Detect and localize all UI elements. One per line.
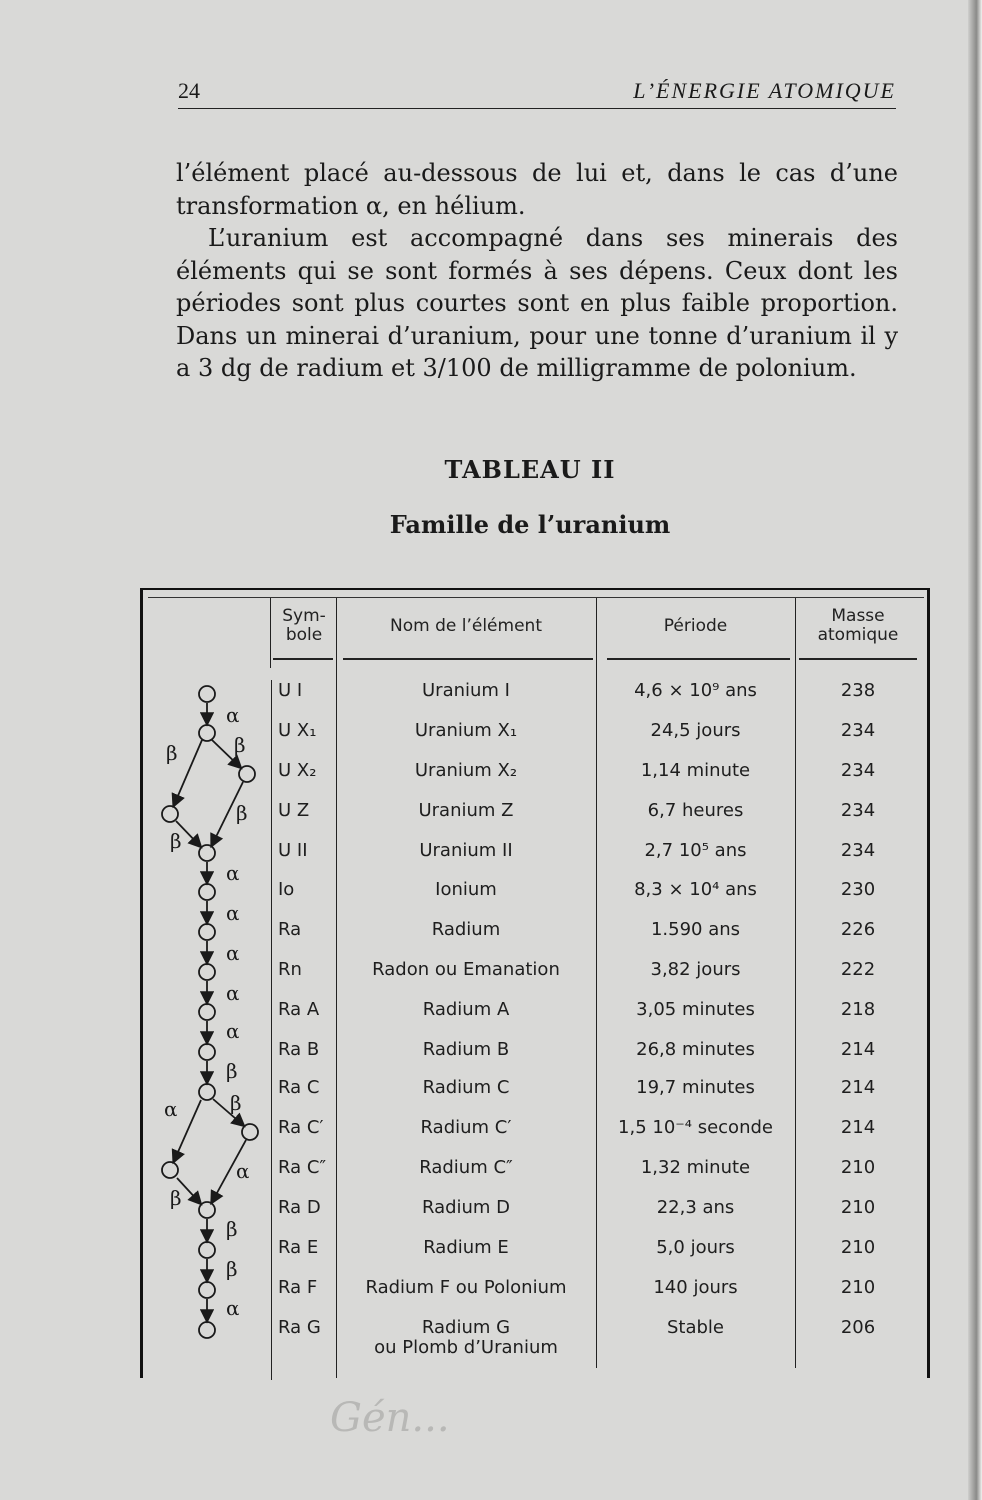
page-edge (968, 0, 982, 1500)
row-mass: 210 (840, 1277, 876, 1298)
row-period: 8,3 × 10⁴ ans (634, 879, 757, 900)
page-header (178, 78, 896, 109)
row-symbol: Rn (278, 959, 302, 980)
row-mass: 226 (840, 919, 876, 940)
row-mass: 234 (840, 840, 876, 861)
row-name: Ionium (435, 879, 497, 900)
body-text (176, 157, 898, 385)
header-symbol-line2: bole (285, 625, 323, 645)
row-period: 24,5 jours (650, 720, 741, 741)
row-symbol: Ra C (278, 1077, 320, 1098)
row-mass: 210 (840, 1237, 876, 1258)
col-rule-symbol-header (270, 598, 271, 668)
table-title: TABLEAU II (444, 455, 616, 484)
label-beta: β (226, 1257, 238, 1281)
row-period: 3,05 minutes (636, 999, 755, 1020)
row-period: 3,82 jours (650, 959, 741, 980)
label-beta: β (166, 741, 178, 765)
label-alpha: α (226, 981, 240, 1005)
row-name: Uranium X₁ (414, 720, 518, 741)
faint-signature: Gén... (330, 1395, 450, 1441)
label-alpha: α (226, 1296, 240, 1320)
node-uz (162, 806, 178, 822)
page-number: 24 (178, 78, 200, 103)
row-mass: 206 (840, 1317, 876, 1338)
row-period: Stable (666, 1317, 724, 1338)
decay-chain-diagram (150, 670, 270, 1344)
row-name: Uranium X₂ (414, 760, 518, 781)
row-mass: 214 (840, 1117, 876, 1138)
row-period: 19,7 minutes (636, 1077, 755, 1098)
node-rac2 (162, 1162, 178, 1178)
row-mass: 214 (840, 1039, 876, 1060)
label-beta: β (226, 1217, 238, 1241)
label-alpha: α (226, 901, 240, 925)
col-rule-name (336, 598, 337, 1378)
row-mass: 210 (840, 1157, 876, 1178)
header-rule-symbol (273, 658, 333, 660)
row-symbol: U Z (278, 800, 310, 821)
header-rule-mass (799, 658, 917, 660)
label-beta: β (230, 1091, 242, 1115)
row-name: Uranium I (422, 680, 510, 701)
row-name: Radium C′ (420, 1117, 512, 1138)
row-symbol: Ra B (278, 1039, 320, 1060)
row-symbol: Io (278, 879, 295, 900)
row-symbol: U X₂ (278, 760, 317, 781)
row-symbol: U I (278, 680, 303, 701)
row-symbol: U X₁ (278, 720, 317, 741)
row-symbol: Ra E (278, 1237, 319, 1258)
row-symbol: Ra (278, 919, 302, 940)
label-beta: β (236, 801, 248, 825)
row-mass: 238 (840, 680, 876, 701)
row-name: Radium E (423, 1237, 509, 1258)
label-beta: β (234, 733, 246, 757)
node-ra (199, 924, 215, 940)
row-name: Radium G (421, 1317, 511, 1338)
row-symbol: Ra D (278, 1197, 321, 1218)
header-mass-line1: Masse (831, 606, 885, 626)
paragraph-1: l’élément placé au-dessous de lui et, dans le cas d’une transformation α, en hélium. (176, 159, 898, 220)
label-alpha: α (226, 703, 240, 727)
header-period: Période (663, 616, 728, 636)
row-name: Radium A (422, 999, 510, 1020)
row-symbol: Ra A (278, 999, 320, 1020)
row-name: Radon ou Emanation (372, 959, 560, 980)
label-beta: β (170, 829, 182, 853)
row-period: 140 jours (653, 1277, 738, 1298)
node-rac (199, 1084, 215, 1100)
row-mass: 214 (840, 1077, 876, 1098)
node-rae (199, 1242, 215, 1258)
header-mass-line2: atomique (817, 625, 899, 645)
row-period: 1,5 10⁻⁴ seconde (618, 1117, 773, 1138)
row-mass: 210 (840, 1197, 876, 1218)
node-raf (199, 1282, 215, 1298)
node-rac1 (242, 1124, 258, 1140)
row-name: Radium B (422, 1039, 510, 1060)
row-name: Radium D (421, 1197, 511, 1218)
node-u1 (199, 686, 215, 702)
node-rn (199, 964, 215, 980)
row-symbol: U II (278, 840, 308, 861)
table-inner-top-rule (148, 597, 924, 598)
label-alpha: α (226, 861, 240, 885)
row-name: Radium C (422, 1077, 510, 1098)
node-rad (199, 1202, 215, 1218)
row-period: 6,7 heures (647, 800, 744, 821)
node-ux1 (199, 725, 215, 741)
header-name: Nom de l’élément (390, 616, 542, 636)
row-mass: 230 (840, 879, 876, 900)
row-period: 22,3 ans (656, 1197, 735, 1218)
header-symbol (272, 607, 336, 645)
header-rule-period (607, 658, 790, 660)
row-name: Radium C″ (419, 1157, 513, 1178)
row-mass: 234 (840, 800, 876, 821)
table-subtitle: Famille de l’uranium (389, 510, 671, 539)
row-period: 1,32 minute (640, 1157, 751, 1178)
decay-chain-svg (150, 670, 270, 1340)
header-symbol-line1: Sym- (282, 606, 326, 626)
col-rule-symbol (271, 680, 272, 1380)
node-rab (199, 1044, 215, 1060)
col-rule-mass (795, 598, 796, 1368)
node-rag (199, 1322, 215, 1338)
row-name: Uranium Z (418, 800, 514, 821)
row-period: 4,6 × 10⁹ ans (634, 680, 757, 701)
row-symbol: Ra C″ (278, 1157, 327, 1178)
row-mass: 218 (840, 999, 876, 1020)
paragraph-2: L’uranium est accompagné dans ses minerais des éléments qui se sont formés à ses dépens. Ceux dont les périodes sont plus courtes sont en plus faible proportion. Dans un minerai d’uranium, pour une tonne d’uranium il y a 3 dg de radium et 3/100 de milligramme de polonium. (176, 224, 898, 382)
row-name: Radium (431, 919, 501, 940)
row-period: 26,8 minutes (636, 1039, 755, 1060)
node-u2 (199, 845, 215, 861)
row-name: Radium F ou Polonium (365, 1277, 567, 1298)
running-title: L’ÉNERGIE ATOMIQUE (633, 78, 896, 103)
row-period: 1.590 ans (650, 919, 741, 940)
row-name-line2: ou Plomb d’Uranium (374, 1337, 558, 1358)
node-ux2 (239, 766, 255, 782)
row-mass: 234 (840, 720, 876, 741)
row-mass: 234 (840, 760, 876, 781)
row-period: 5,0 jours (656, 1237, 735, 1258)
label-beta: β (226, 1059, 238, 1083)
header-rule-name (343, 658, 593, 660)
label-alpha: α (226, 1019, 240, 1043)
row-symbol: Ra C′ (278, 1117, 324, 1138)
header-mass (797, 607, 919, 645)
row-mass: 222 (840, 959, 876, 980)
label-alpha: α (164, 1097, 178, 1121)
row-symbol: Ra F (278, 1277, 318, 1298)
row-symbol: Ra G (278, 1317, 321, 1338)
node-io (199, 884, 215, 900)
label-alpha: α (236, 1159, 250, 1183)
row-period: 2,7 10⁵ ans (644, 840, 747, 861)
row-name: Uranium II (419, 840, 513, 861)
label-beta: β (170, 1186, 182, 1210)
label-alpha: α (226, 941, 240, 965)
node-raa (199, 1004, 215, 1020)
row-period: 1,14 minute (640, 760, 751, 781)
